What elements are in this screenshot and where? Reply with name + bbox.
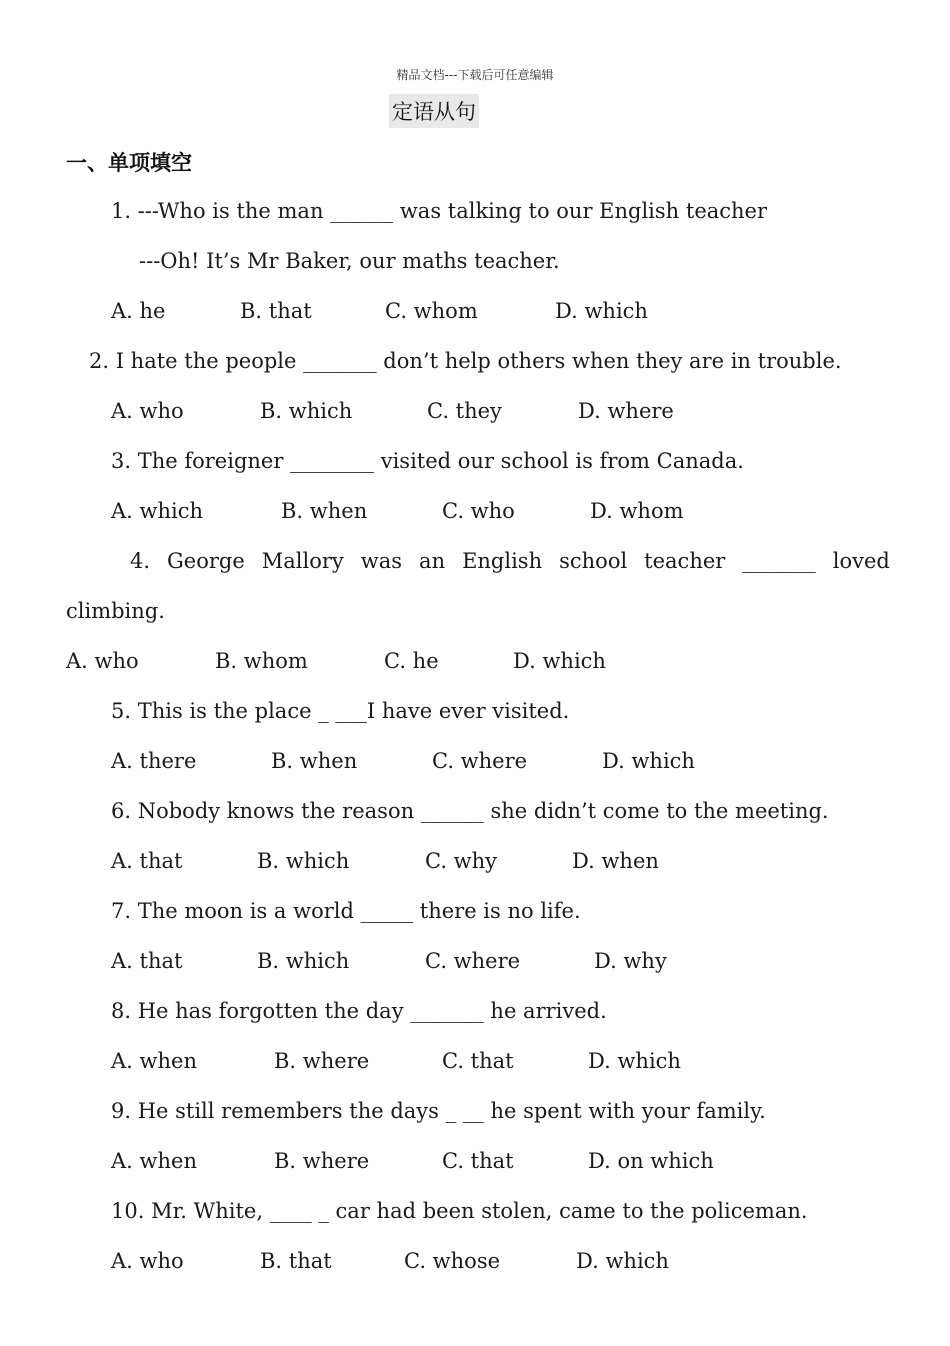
question-1-option-c[interactable]: C. whom: [385, 299, 478, 323]
question-3-option-d[interactable]: D. whom: [590, 499, 684, 523]
question-5-option-a[interactable]: A. there: [111, 749, 197, 773]
section-heading: 一、单项填空: [66, 151, 192, 175]
question-5-option-d[interactable]: D. which: [602, 749, 695, 773]
q4-blank: _______: [742, 549, 816, 573]
q4-word: George: [167, 549, 245, 573]
question-5-option-c[interactable]: C. where: [432, 749, 528, 773]
question-4-option-a[interactable]: A. who: [66, 649, 139, 673]
question-8-option-a[interactable]: A. when: [111, 1049, 197, 1073]
question-2-option-a[interactable]: A. who: [111, 399, 184, 423]
question-3-option-a[interactable]: A. which: [111, 499, 204, 523]
question-2-option-c[interactable]: C. they: [427, 399, 502, 423]
question-8-option-c[interactable]: C. that: [442, 1049, 514, 1073]
question-3-option-b[interactable]: B. when: [281, 499, 368, 523]
header-note: 精品文档---下载后可任意编辑: [396, 68, 554, 82]
question-7-option-b[interactable]: B. which: [257, 949, 350, 973]
question-1-option-d[interactable]: D. which: [555, 299, 648, 323]
question-10-option-d[interactable]: D. which: [576, 1249, 669, 1273]
question-2-option-d[interactable]: D. where: [578, 399, 674, 423]
question-2-text: 2. I hate the people _______ don’t help others when they are in trouble.: [89, 349, 842, 373]
question-7-option-a[interactable]: A. that: [111, 949, 183, 973]
question-9-option-d[interactable]: D. on which: [588, 1149, 714, 1173]
question-8-option-b[interactable]: B. where: [274, 1049, 370, 1073]
question-3-option-c[interactable]: C. who: [442, 499, 515, 523]
question-10-text: 10. Mr. White, ____ _ car had been stolen, came to the policeman.: [111, 1199, 808, 1223]
question-9-option-b[interactable]: B. where: [274, 1149, 370, 1173]
question-1-text: 1. ---Who is the man ______ was talking to our English teacher: [111, 199, 768, 223]
q4-word: English: [462, 549, 543, 573]
question-7-option-c[interactable]: C. where: [425, 949, 521, 973]
question-10-option-b[interactable]: B. that: [260, 1249, 332, 1273]
question-10-option-a[interactable]: A. who: [111, 1249, 184, 1273]
question-4-option-b[interactable]: B. whom: [215, 649, 308, 673]
q4-word: was: [360, 549, 403, 573]
question-6-option-c[interactable]: C. why: [425, 849, 498, 873]
question-5-text: 5. This is the place _ ___I have ever visited.: [111, 699, 570, 723]
q4-word: Mallory: [261, 549, 344, 573]
question-6-option-a[interactable]: A. that: [111, 849, 183, 873]
question-5-option-b[interactable]: B. when: [271, 749, 358, 773]
q4-word: an: [419, 549, 446, 573]
q4-word: teacher: [644, 549, 726, 573]
question-4-continuation: climbing.: [66, 599, 165, 623]
question-9-option-c[interactable]: C. that: [442, 1149, 514, 1173]
q4-word: 4.: [130, 549, 151, 573]
question-1-option-a[interactable]: A. he: [111, 299, 166, 323]
question-4-option-d[interactable]: D. which: [513, 649, 606, 673]
question-4-option-c[interactable]: C. he: [384, 649, 439, 673]
question-6-option-b[interactable]: B. which: [257, 849, 350, 873]
question-7-text: 7. The moon is a world _____ there is no life.: [111, 899, 581, 923]
question-2-option-b[interactable]: B. which: [260, 399, 353, 423]
q4-word: loved: [832, 549, 890, 573]
q4-word: school: [559, 549, 628, 573]
question-1-option-b[interactable]: B. that: [240, 299, 312, 323]
question-4-text: [130, 548, 890, 574]
question-3-text: 3. The foreigner ________ visited our school is from Canada.: [111, 449, 744, 473]
question-8-text: 8. He has forgotten the day _______ he arrived.: [111, 999, 607, 1023]
question-1-text-2: ---Oh! It’s Mr Baker, our maths teacher.: [139, 249, 560, 273]
question-9-option-a[interactable]: A. when: [111, 1149, 197, 1173]
question-6-text: 6. Nobody knows the reason ______ she didn’t come to the meeting.: [111, 799, 829, 823]
question-8-option-d[interactable]: D. which: [588, 1049, 681, 1073]
question-9-text: 9. He still remembers the days _ __ he spent with your family.: [111, 1099, 766, 1123]
question-6-option-d[interactable]: D. when: [572, 849, 659, 873]
question-10-option-c[interactable]: C. whose: [404, 1249, 501, 1273]
document-title: 定语从句: [389, 94, 479, 128]
question-7-option-d[interactable]: D. why: [594, 949, 667, 973]
